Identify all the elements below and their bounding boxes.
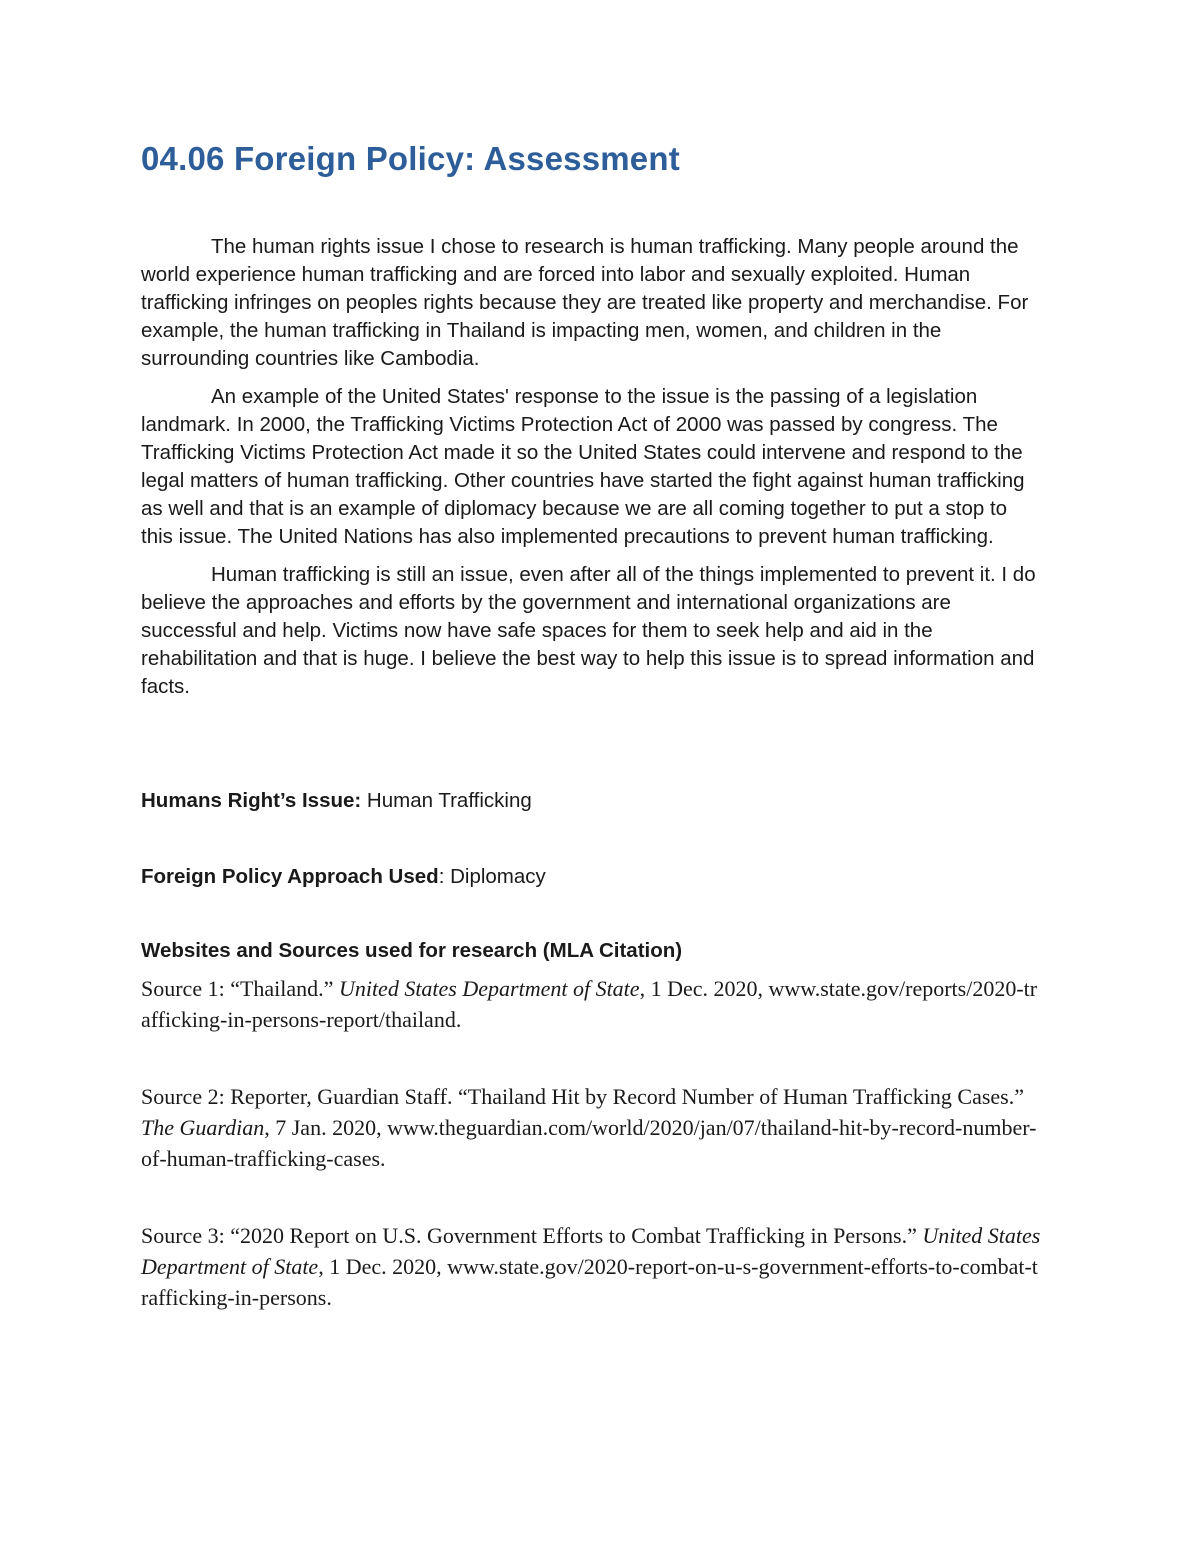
foreign-policy-approach [141, 863, 1041, 891]
source-1-publication: United States Department of State [338, 976, 640, 1001]
human-rights-issue-label: Humans Right’s Issue: [141, 789, 362, 812]
human-rights-issue-value: Human Trafficking [361, 789, 532, 812]
document-title: 04.06 Foreign Policy: Assessment [141, 140, 680, 177]
source-3-text: Source 3: “2020 Report on U.S. Government Efforts to Combat Trafficking in Persons.” [141, 1223, 923, 1248]
source-citation-3 [141, 1220, 1041, 1313]
sources-heading: Websites and Sources used for research (MLA Citation) [141, 939, 683, 962]
essay [141, 233, 1041, 701]
source-2-text: Source 2: Reporter, Guardian Staff. “Thailand Hit by Record Number of Human Trafficking Cases.” [141, 1084, 1024, 1109]
essay-paragraph-1: The human rights issue I chose to research is human trafficking. Many people around the world experience human trafficking and are forced into labor and sexually exploited. Human trafficking infringes on peoples rights because they are treated like property and merchandise. For example, the human trafficking in Thailand is impacting men, women, and children in the surrounding countries like Cambodia. [141, 235, 1029, 370]
source-3-publication: United States Department of State [141, 1223, 1041, 1279]
document-body [141, 137, 1041, 1313]
essay-paragraph-2: An example of the United States' response to the issue is the passing of a legislation landmark. In 2000, the Trafficking Victims Protection Act of 2000 was passed by congress. The Trafficking Victims Protection Act made it so the United States could intervene and respond to the legal matters of human trafficking. Other countries have started the fight against human trafficking as well and that is an example of diplomacy because we are all coming together to put a stop to this issue. The United Nations has also implemented precautions to prevent human trafficking. [141, 385, 1025, 548]
source-2-publication: The Guardian [141, 1115, 265, 1140]
foreign-policy-approach-label: Foreign Policy Approach Used [141, 865, 439, 888]
human-rights-issue [141, 787, 1041, 815]
essay-paragraph-3: Human trafficking is still an issue, even after all of the things implemented to prevent it. I do believe the approaches and efforts by the government and international organizations are successful and help. Victims now have safe spaces for them to seek help and aid in the rehabilitation and that is huge. I believe the best way to help this issue is to spread information and facts. [141, 563, 1036, 698]
source-1-details: , 1 Dec. 2020, www.state.gov/reports/2020-trafficking-in-persons-report/thailand. [141, 976, 1038, 1032]
source-3-details: , 1 Dec. 2020, www.state.gov/2020-report-on-u-s-government-efforts-to-combat-trafficking-in-persons. [141, 1254, 1038, 1310]
source-citation-1 [141, 973, 1041, 1035]
source-1-text: Source 1: “Thailand.” [141, 976, 339, 1001]
foreign-policy-approach-value: : Diplomacy [438, 865, 546, 888]
source-2-details: , 7 Jan. 2020, www.theguardian.com/world/2020/jan/07/thailand-hit-by-record-number-of-human-trafficking-cases. [141, 1115, 1037, 1171]
source-citation-2 [141, 1081, 1041, 1174]
